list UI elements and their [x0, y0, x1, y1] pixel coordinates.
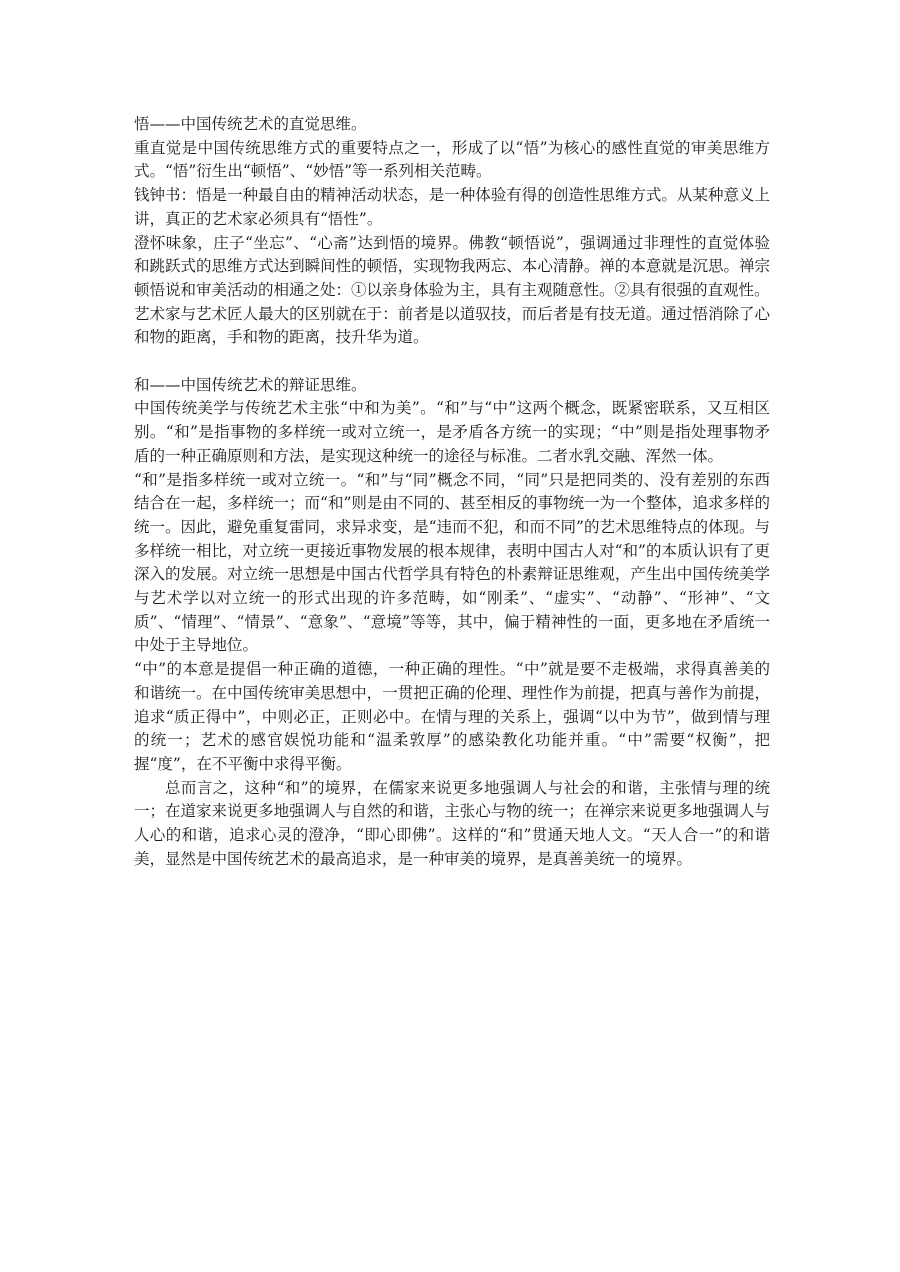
section-heading-he: 和——中国传统艺术的辩证思维。	[134, 375, 367, 394]
paragraph: 钱钟书：悟是一种最自由的精神活动状态，是一种体验有得的创造性思维方式。从某种意义上讲，真正的艺术家必须具有“悟性”。	[134, 186, 770, 228]
section-spacer	[134, 350, 770, 374]
paragraph: 澄怀味象，庄子“坐忘”、“心斋”达到悟的境界。佛教“顿悟说”，强调通过非理性的直觉体验和跳跃式的思维方式达到瞬间性的顿悟，实现物我两忘、本心清静。禅的本意就是沉思。禅宗顿悟说和审美活动的相通之处：①以亲身体验为主，具有主观随意性。②具有很强的直观性。	[134, 233, 770, 299]
paragraph: 中国传统美学与传统艺术主张“中和为美”。“和”与“中”这两个概念，既紧密联系，又互相区别。“和”是指事物的多样统一或对立统一，是矛盾各方统一的实现；“中”则是指处理事物矛盾的一种正确原则和方法，是实现这种统一的途径与标准。二者水乳交融、浑然一体。	[134, 399, 770, 465]
document-body	[134, 113, 770, 871]
paragraph: “和”是指多样统一或对立统一。“和”与“同”概念不同，“同”只是把同类的、没有差别的东西结合在一起，多样统一；而“和”则是由不同的、甚至相反的事物统一为一个整体，追求多样的统一。因此，避免重复雷同，求异求变，是“违而不犯，和而不同”的艺术思维特点的体现。与多样统一相比，对立统一更接近事物发展的根本规律，表明中国古人对“和”的本质认识有了更深入的发展。对立统一思想是中国古代哲学具有特色的朴素辩证思维观，产生出中国传统美学与艺术学以对立统一的形式出现的许多范畴，如“刚柔”、“虚实”、“动静”、“形神”、“文质”、“情理”、“情景”、“意象”、“意境”等等，其中，偏于精神性的一面，更多地在矛盾统一中处于主导地位。	[134, 470, 770, 655]
paragraph: “中”的本意是提倡一种正确的道德，一种正确的理性。“中”就是要不走极端，求得真善美的和谐统一。在中国传统审美思想中，一贯把正确的伦理、理性作为前提，把真与善作为前提，追求“质正得中”，中则必正，正则必中。在情与理的关系上，强调“以中为节”，做到情与理的统一；艺术的感官娱悦功能和“温柔敦厚”的感染教化功能并重。“中”需要“权衡”，把握“度”，在不平衡中求得平衡。	[134, 660, 770, 773]
section-heading-wu: 悟——中国传统艺术的直觉思维。	[134, 115, 367, 133]
conclusion-paragraph: 总而言之，这种“和”的境界，在儒家来说更多地强调人与社会的和谐，主张情与理的统一；在道家来说更多地强调人与自然的和谐，主张心与物的统一；在禅宗来说更多地强调人与人心的和谐，追求心灵的澄净，“即心即佛”。这样的“和”贯通天地人文。“天人合一”的和谐美，显然是中国传统艺术的最高追求，是一种审美的境界，是真善美统一的境界。	[134, 778, 770, 868]
paragraph: 重直觉是中国传统思维方式的重要特点之一，形成了以“悟”为核心的感性直觉的审美思维方式。“悟”衍生出“顿悟”、“妙悟”等一系列相关范畴。	[134, 138, 770, 181]
paragraph: 艺术家与艺术匠人最大的区别就在于：前者是以道驭技，而后者是有技无道。通过悟消除了心和物的距离，手和物的距离，技升华为道。	[134, 304, 770, 347]
